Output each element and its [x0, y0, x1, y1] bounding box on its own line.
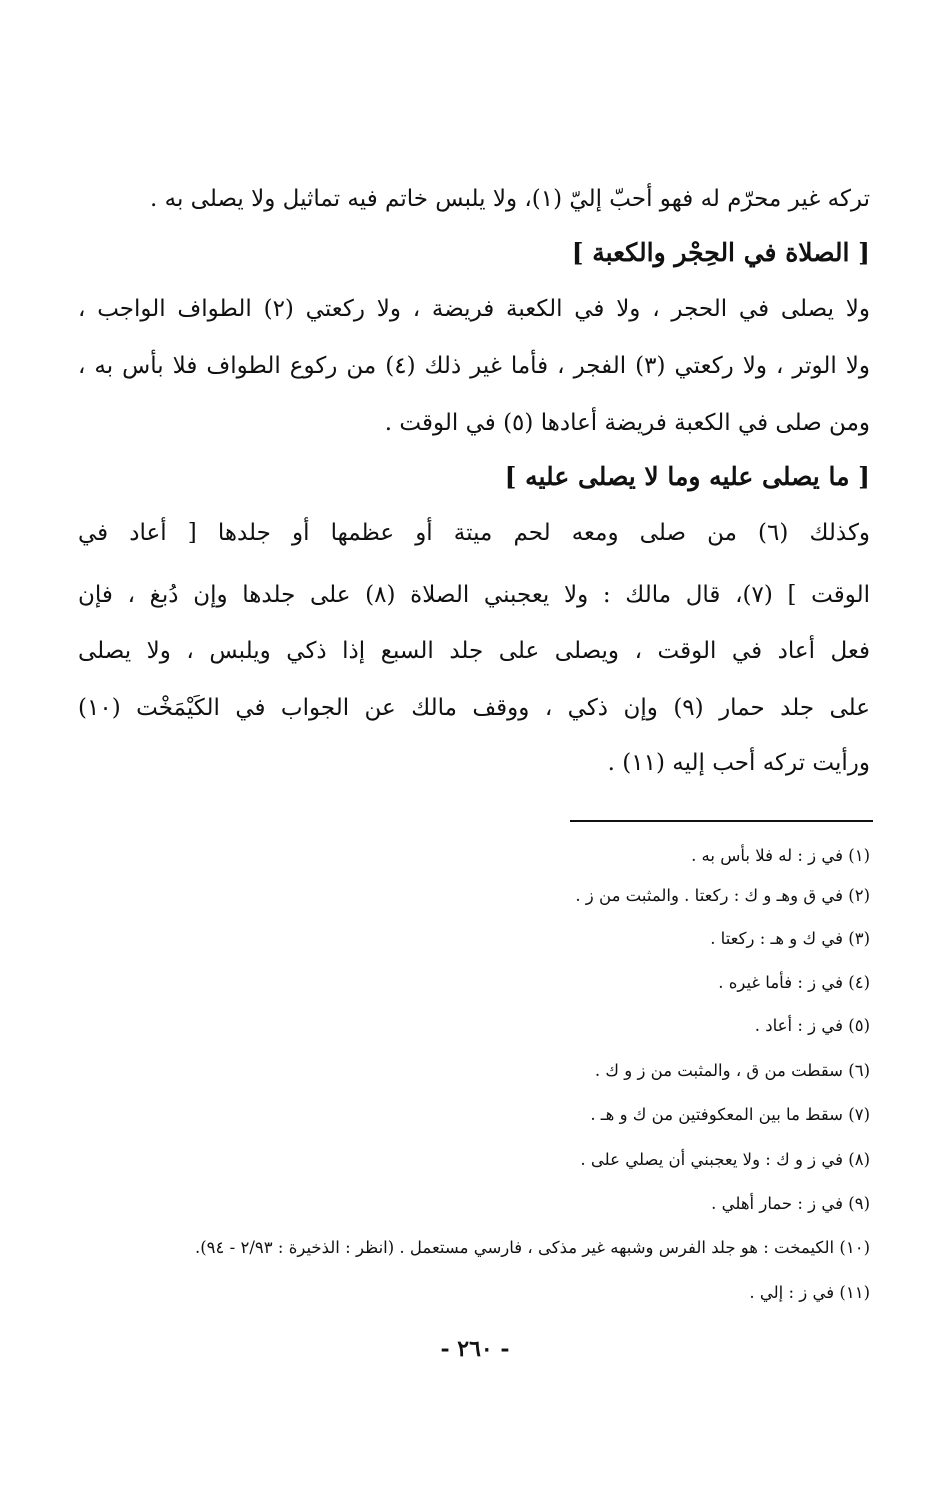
body-line-8: على جلد حمار (٩) وإن ذكي ، ووقف مالك عن الجواب في الكَيْمَخْت (١٠): [78, 695, 870, 721]
footnote-1: (١) في ز : له فلا بأس به .: [691, 846, 870, 865]
page-number: - ٢٦٠ -: [440, 1336, 510, 1362]
body-line-9: ورأيت تركه أحب إليه (١١) .: [607, 750, 870, 776]
footnote-9: (٩) في ز : حمار أهلي .: [711, 1194, 870, 1213]
footnote-2: (٢) في ق وهـ و ك : ركعتا . والمثبت من ز .: [575, 886, 870, 905]
body-line-4: ومن صلى في الكعبة فريضة أعادها (٥) في الوقت .: [384, 410, 870, 436]
footnote-3: (٣) في ك و هـ : ركعتا .: [710, 929, 870, 948]
footnote-5: (٥) في ز : أعاد .: [754, 1016, 870, 1035]
body-line-5: وكذلك (٦) من صلى ومعه لحم ميتة أو عظمها أو جلدها [ أعاد في: [78, 520, 870, 546]
footnote-6: (٦) سقطت من ق ، والمثبت من ز و ك .: [594, 1061, 870, 1080]
body-line-7: فعل أعاد في الوقت ، ويصلى على جلد السبع إذا ذكي ويلبس ، ولا يصلى: [78, 638, 870, 664]
footnote-7: (٧) سقط ما بين المعكوفتين من ك و هـ .: [590, 1105, 870, 1124]
body-line-2: ولا يصلى في الحجر ، ولا في الكعبة فريضة ، ولا ركعتي (٢) الطواف الواجب ،: [78, 296, 870, 322]
section-heading-what-to-pray-on: [ ما يصلى عليه وما لا يصلى عليه ]: [504, 462, 870, 491]
footnote-10: (١٠) الكيمخت : هو جلد الفرس وشبهه غير مذكى ، فارسي مستعمل . (انظر : الذخيرة : ٢/٩٣ - ٩٤).: [194, 1238, 870, 1257]
body-line-6: الوقت ] (٧)، قال مالك : ولا يعجبني الصلاة (٨) على جلدها وإن دُبغ ، فإن: [78, 582, 870, 608]
body-line-3: ولا الوتر ، ولا ركعتي (٣) الفجر ، فأما غير ذلك (٤) من ركوع الطواف فلا بأس به ،: [78, 353, 870, 379]
footnote-8: (٨) في ز و ك : ولا يعجبني أن يصلي على .: [580, 1150, 870, 1169]
section-heading-prayer-in-hijr-and-kaaba: [ الصلاة في الحِجْر والكعبة ]: [571, 238, 870, 267]
body-line-1: تركه غير محرّم له فهو أحبّ إليّ (١)، ولا يلبس خاتم فيه تماثيل ولا يصلى به .: [150, 186, 870, 212]
footnote-separator: [570, 820, 873, 822]
footnote-11: (١١) في ز : إلي .: [749, 1283, 870, 1302]
footnote-4: (٤) في ز : فأما غيره .: [718, 973, 870, 992]
